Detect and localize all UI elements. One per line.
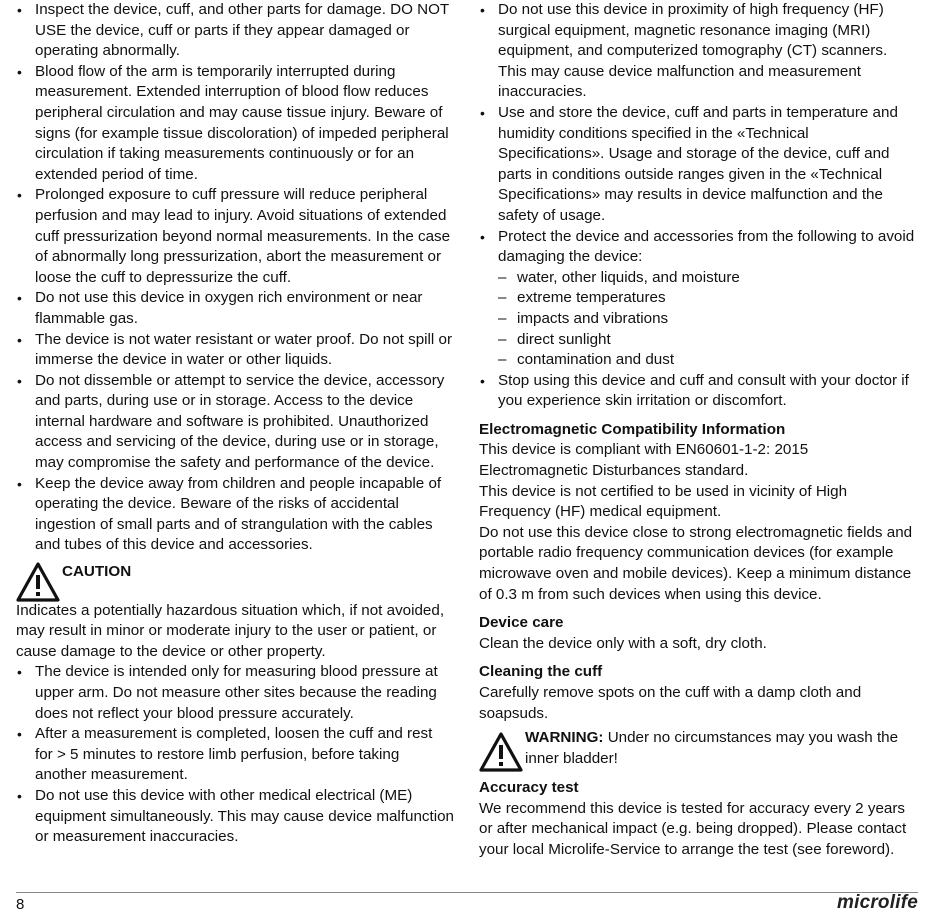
list-item: • Do not use this device in oxygen rich environment or near flammable gas. bbox=[16, 288, 454, 329]
warning-triangle-icon bbox=[479, 732, 523, 772]
left-bullet-list-bottom bbox=[16, 662, 454, 847]
device-care-heading: Device care bbox=[479, 614, 564, 632]
warning-triangle-icon bbox=[16, 562, 60, 602]
device-care-text: Clean the device only with a soft, dry cloth. bbox=[479, 634, 767, 652]
left-column bbox=[16, 0, 454, 848]
list-item: • Prolonged exposure to cuff pressure will reduce peripheral perfusion and may lead to injury. Avoid situations of extended cuff pressurization beyond normal measurements. In the case of abnormally long pressurization, abort the measurement or loose the cuff to depressurize the cuff. bbox=[16, 185, 454, 288]
sub-list-item: – water, other liquids, and moisture bbox=[498, 268, 919, 289]
caution-block bbox=[16, 562, 454, 662]
list-item: • Stop using this device and cuff and consult with your doctor if you experience skin irritation or discomfort. bbox=[479, 371, 919, 412]
right-column bbox=[479, 0, 919, 861]
sub-list-item: – contamination and dust bbox=[498, 350, 919, 371]
list-item: • Do not use this device with other medical electrical (ME) equipment simultaneously. This may cause device malfunction or measurement inaccuracies. bbox=[16, 786, 454, 848]
protect-sublist bbox=[498, 268, 919, 371]
page-number: 8 bbox=[16, 896, 25, 913]
warning-text: Under no circumstances may you wash the inner bladder! bbox=[525, 729, 899, 767]
protect-intro: • Protect the device and accessories from the following to avoid damaging the device: bbox=[498, 227, 915, 266]
list-item: • Do not dissemble or attempt to service the device, accessory and parts, during use or in storage. Access to the device internal hardware and software is prohibited. Unauthorized access and servicing of the device, during use or in storage, may compromise the safety and performance of the device. bbox=[16, 371, 454, 474]
emc-paragraph: Do not use this device close to strong electromagnetic fields and portable radio frequency communication devices (for example microwave oven and mobile devices). Keep a minimum distance of 0.3 m from such devices when using this device. bbox=[479, 523, 913, 603]
right-bullet-list bbox=[479, 0, 919, 412]
left-bullet-list-top bbox=[16, 0, 454, 556]
warning-label: WARNING: bbox=[525, 729, 604, 747]
sub-list-item: – direct sunlight bbox=[498, 330, 919, 351]
list-item: • Inspect the device, cuff, and other parts for damage. DO NOT USE the device, cuff or parts if they appear damaged or operating abnormally. bbox=[16, 0, 454, 62]
caution-description: Indicates a potentially hazardous situation which, if not avoided, may result in minor or moderate injury to the user or patient, or cause damage to the device or other property. bbox=[16, 601, 445, 660]
sub-list-item: – extreme temperatures bbox=[498, 288, 919, 309]
list-item: • Do not use this device in proximity of high frequency (HF) surgical equipment, magnetic resonance imaging (MRI) equipment, and computerized tomography (CT) scanners. This may cause device malfunction and measurement inaccuracies. bbox=[479, 0, 919, 103]
list-item: • The device is intended only for measuring blood pressure at upper arm. Do not measure other sites because the reading does not reflect your blood pressure accurately. bbox=[16, 662, 454, 724]
list-item bbox=[479, 227, 919, 371]
footer-divider bbox=[16, 892, 918, 893]
list-item: • Use and store the device, cuff and parts in temperature and humidity conditions specified in the «Technical Specifications». Usage and storage of the device, cuff and parts in conditions outside ranges given in the «Technical Specifications» may results in device malfunction and the safety of usage. bbox=[479, 103, 919, 227]
warning-block bbox=[479, 728, 919, 770]
emc-paragraph: This device is not certified to be used in vicinity of High Frequency (HF) medical equipment. bbox=[479, 482, 848, 521]
emc-paragraph: This device is compliant with EN60601-1-2: 2015 Electromagnetic Disturbances standard. bbox=[479, 441, 809, 480]
caution-title: CAUTION bbox=[62, 563, 132, 581]
list-item: • After a measurement is completed, loosen the cuff and rest for > 5 minutes to restore limb perfusion, before taking another measurement. bbox=[16, 724, 454, 786]
accuracy-test-heading: Accuracy test bbox=[479, 779, 579, 797]
list-item: • Keep the device away from children and people incapable of operating the device. Beware of the risks of accidental ingestion of small parts and of strangulation with the cables and tubes of this device and accessories. bbox=[16, 474, 454, 556]
cleaning-cuff-heading: Cleaning the cuff bbox=[479, 663, 603, 681]
brand-logo: microlife bbox=[837, 892, 918, 913]
cleaning-cuff-text: Carefully remove spots on the cuff with a damp cloth and soapsuds. bbox=[479, 684, 862, 722]
list-item: • The device is not water resistant or water proof. Do not spill or immerse the device in water or other liquids. bbox=[16, 330, 454, 371]
sub-list-item: – impacts and vibrations bbox=[498, 309, 919, 330]
emc-heading: Electromagnetic Compatibility Information bbox=[479, 420, 786, 438]
list-item: • Blood flow of the arm is temporarily interrupted during measurement. Extended interruption of blood flow reduces peripheral circulation and may cause tissue injury. Beware of signs (for example tissue discoloration) of impeded peripheral circulation if taking measurements continuously or for an extended period of time. bbox=[16, 62, 454, 186]
accuracy-test-text: We recommend this device is tested for accuracy every 2 years or after mechanical impact (e.g. being dropped). Please contact your local Microlife-Service to arrange the test (see foreword). bbox=[479, 799, 907, 858]
